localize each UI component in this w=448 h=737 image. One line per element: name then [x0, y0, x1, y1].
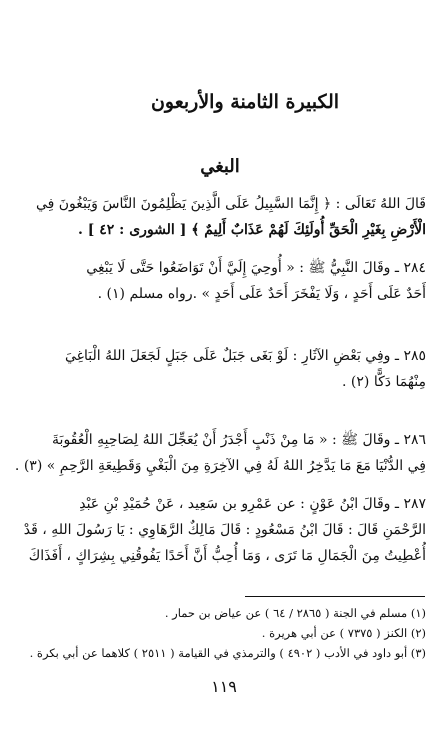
hadith-284-line: ٢٨٤ ـ وقَالَ النَّبِيُّ ﷺ : « أُوحِيَ إِلَيَّ أَنْ تَوَاضَعُوا حَتَّى لَا يَبْغِي — [86, 260, 426, 276]
footnote-divider — [245, 596, 425, 597]
quran-verse-line: الْأَرْضِ بِغَيْرِ الْحَقِّ أُولَئِكَ لَهُمْ عَذَابٌ أَلِيمٌ ﴾ [ الشورى : ٤٢ ] . — [78, 222, 426, 238]
narration-287-line: الرَّحْمَنِ قَالَ : قَالَ ابْنُ مَسْعُودٍ : قَالَ مَالِكٌ الرَّهَاوِي : يَا رَسُولَ اللهِ ، قَدْ — [23, 522, 426, 538]
narration-287-line: أُعْطِيتُ مِنَ الْجَمَالِ مَا تَرَى ، وَمَا أُحِبُّ أَنَّ أَحَدًا يَفُوقُنِي بِشِرَاكٍ ، أَفَذَاكَ — [28, 548, 426, 564]
hadith-286-line: فِي الدُّنْيَا مَعَ مَا يَدَّخِرُ اللهُ لَهُ فِي الآخِرَةِ مِنَ الْبَغْيِ وَقَطِيعَةِ الرَّحِمِ » (٣) . — [14, 458, 426, 474]
section-title: البغي — [200, 156, 240, 177]
athar-285-line: ٢٨٥ ـ وفِي بَعْضِ الآثَارِ : لَوْ بَغَى جَبَلٌ عَلَى جَبَلٍ لَجَعَلَ اللهُ الْبَاغِيَ — [65, 348, 426, 364]
hadith-284-line: أَحَدٌ عَلَى أَحَدٍ ، وَلَا يَفْخَرَ أَحَدٌ عَلَى أَحَدٍ » .رواه مسلم (١) . — [97, 286, 426, 302]
footnote: (١) مسلم في الجنة ( ٢٨٦٥ / ٦٤ ) عن عياض بن حمار . — [164, 606, 426, 620]
chapter-title: الكبيرة الثامنة والأربعون — [150, 91, 340, 113]
narration-287-line: ٢٨٧ ـ وقَالَ ابْنُ عَوْنٍ : عن عَمْرِو بن سَعِيد ، عَنْ حُمَيْدِ بْنِ عَبْدِ — [79, 496, 426, 512]
hadith-286-line: ٢٨٦ ـ وقَالَ ﷺ : « مَا مِنْ ذَنْبٍ أَجْدَرُ أَنْ يُعَجِّلَ اللهُ لِصَاحِبِهِ الْعُقُوبَةَ — [52, 432, 426, 448]
quran-verse-line: قَالَ اللهُ تَعَالَى : ﴿ إِنَّمَا السَّبِيلُ عَلَى الَّذِينَ يَظْلِمُونَ النَّاسَ وَيَبْغُونَ فِي — [35, 196, 426, 212]
athar-285-line: مِنْهُمَا دَكًّا (٢) . — [342, 374, 426, 390]
page-number: ١١٩ — [211, 677, 237, 696]
footnote: (٣) أبو داود في الأدب ( ٤٩٠٢ ) والترمذي في القيامة ( ٢٥١١ ) كلاهما عن أبي بكرة . — [29, 646, 426, 660]
footnote: (٢) الكنز ( ٧٣٧٥ ) عن أبي هريرة . — [261, 626, 426, 640]
